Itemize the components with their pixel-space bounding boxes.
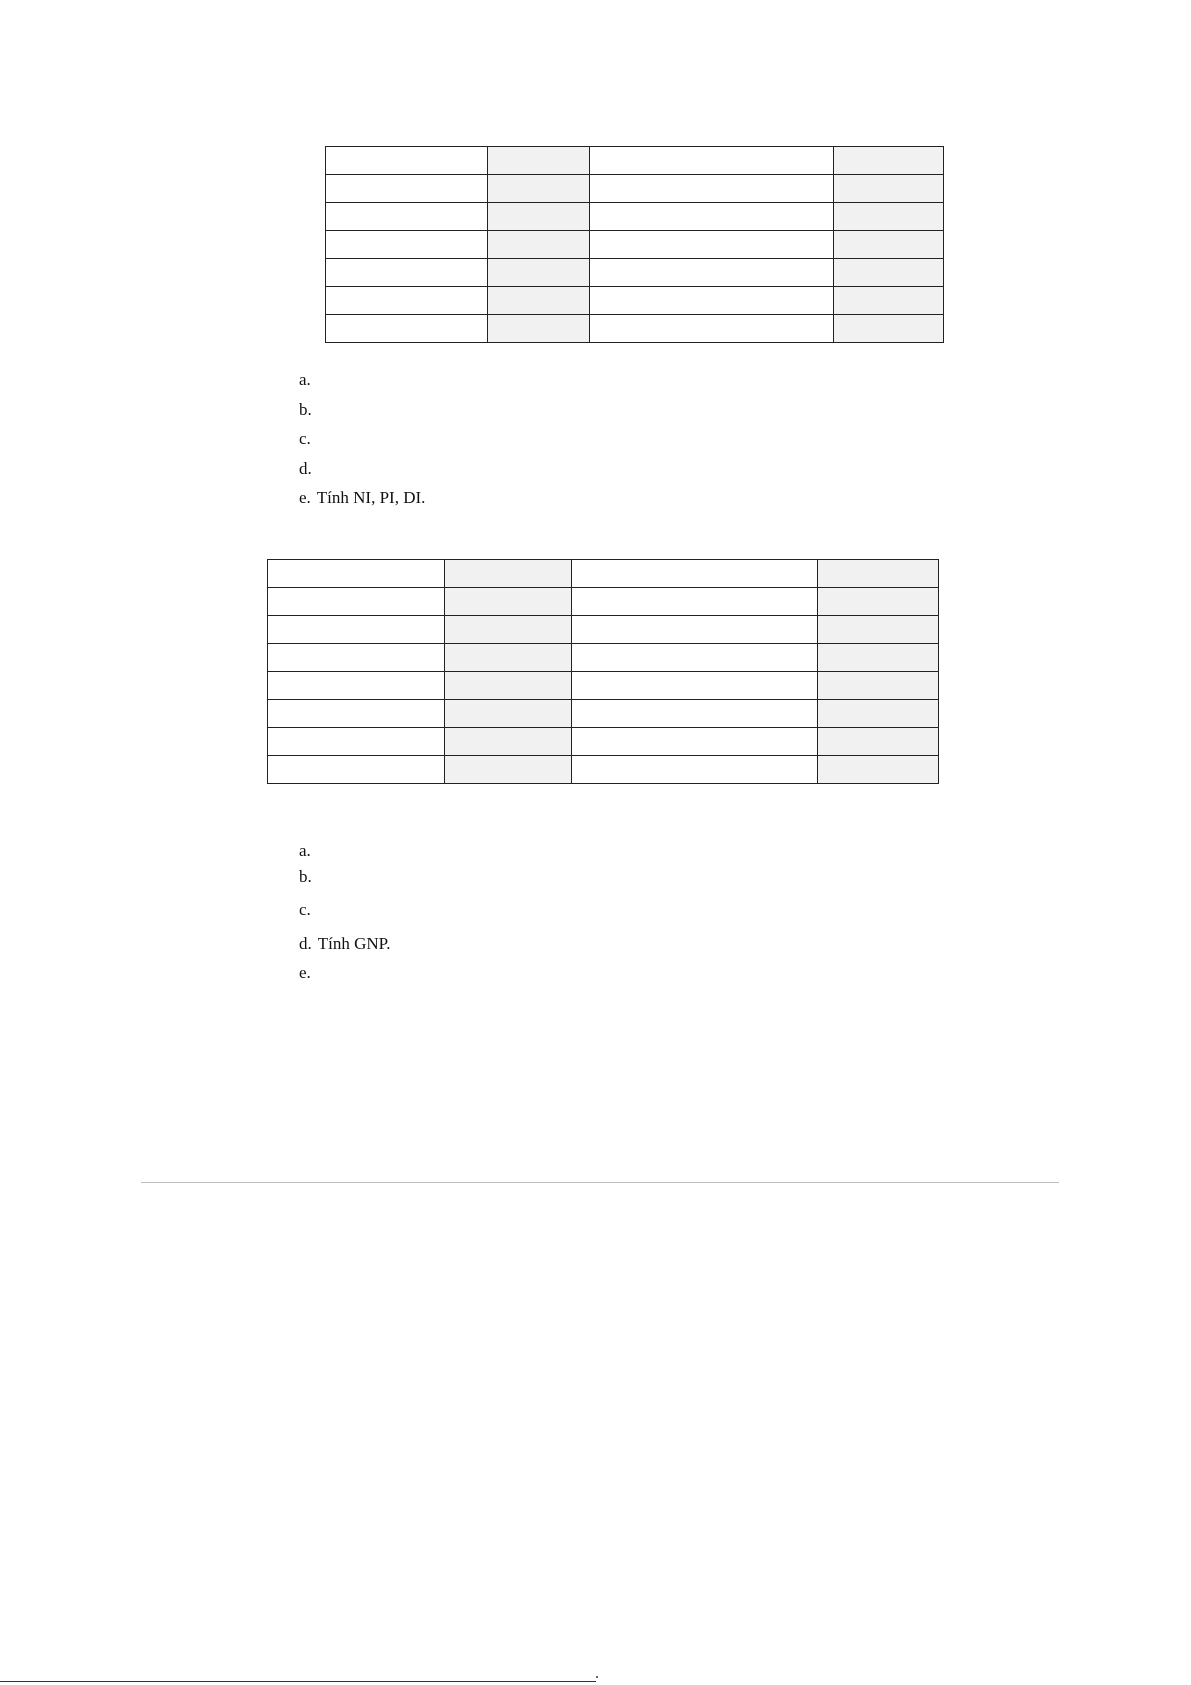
table-cell [589, 315, 834, 343]
table-cell [589, 147, 834, 175]
table-cell [445, 700, 572, 728]
table-cell [817, 588, 938, 616]
table-cell [834, 287, 944, 315]
table-cell [589, 287, 834, 315]
table-cell [572, 560, 817, 588]
table-row [326, 175, 944, 203]
table-cell [326, 147, 488, 175]
table-cell [326, 315, 488, 343]
footnote-mark [596, 1676, 598, 1678]
list-marker: a. [299, 370, 311, 389]
table-cell [834, 231, 944, 259]
table-cell [834, 259, 944, 287]
table-cell [834, 203, 944, 231]
table-row [268, 672, 939, 700]
table-cell [488, 231, 590, 259]
table-cell [817, 756, 938, 784]
table-row [326, 287, 944, 315]
table-cell [445, 588, 572, 616]
table-cell [326, 203, 488, 231]
list-marker: a. [299, 841, 311, 860]
list-marker: c. [299, 900, 311, 919]
table-cell [834, 175, 944, 203]
table-row [326, 231, 944, 259]
list-marker: d. [299, 459, 312, 478]
list-marker: d. [299, 934, 312, 953]
table-cell [572, 728, 817, 756]
table-cell [572, 700, 817, 728]
horizontal-rule [141, 1182, 1059, 1183]
table-row [268, 728, 939, 756]
list-item [299, 867, 318, 887]
table-cell [589, 203, 834, 231]
table-cell [817, 560, 938, 588]
list-item [299, 488, 425, 508]
table-row [326, 315, 944, 343]
table-cell [572, 672, 817, 700]
table-2 [267, 559, 939, 784]
list-item [299, 400, 318, 420]
table-cell [326, 259, 488, 287]
table-cell [488, 175, 590, 203]
table-cell [445, 560, 572, 588]
table-cell [589, 259, 834, 287]
list-item-text: Tính GNP. [317, 934, 391, 953]
table-cell [445, 756, 572, 784]
footnote-separator [0, 1681, 596, 1682]
table-cell [268, 672, 445, 700]
table-cell [268, 588, 445, 616]
table-row [268, 588, 939, 616]
table-cell [268, 756, 445, 784]
list-item [299, 370, 317, 390]
table-cell [445, 728, 572, 756]
table-cell [817, 672, 938, 700]
list-marker: e. [299, 963, 311, 982]
table-cell [268, 700, 445, 728]
table-row [326, 147, 944, 175]
list-marker: b. [299, 400, 312, 419]
list-item [299, 934, 390, 954]
table-cell [589, 175, 834, 203]
table-cell [834, 147, 944, 175]
table-cell [445, 644, 572, 672]
table-cell [834, 315, 944, 343]
table-cell [589, 231, 834, 259]
table-cell [572, 644, 817, 672]
table-cell [488, 259, 590, 287]
list-item [299, 963, 317, 983]
table-cell [488, 315, 590, 343]
table-cell [488, 287, 590, 315]
table-cell [572, 756, 817, 784]
list-item [299, 429, 317, 449]
list-item [299, 900, 317, 920]
list-marker: b. [299, 867, 312, 886]
table-cell [817, 728, 938, 756]
table-cell [817, 700, 938, 728]
table-cell [572, 616, 817, 644]
table-cell [326, 231, 488, 259]
table-row [268, 560, 939, 588]
list-marker: e. [299, 488, 311, 507]
table-row [326, 203, 944, 231]
table-cell [268, 560, 445, 588]
list-item [299, 841, 317, 861]
table-cell [326, 175, 488, 203]
list-marker: c. [299, 429, 311, 448]
list-item-text: Tính NI, PI, DI. [316, 488, 426, 507]
table-cell [445, 672, 572, 700]
table-cell [817, 644, 938, 672]
table-cell [268, 728, 445, 756]
table-row [268, 616, 939, 644]
table-cell [445, 616, 572, 644]
table-row [326, 259, 944, 287]
table-cell [488, 203, 590, 231]
table-row [268, 756, 939, 784]
table-cell [817, 616, 938, 644]
table-cell [268, 644, 445, 672]
table-cell [572, 588, 817, 616]
table-row [268, 700, 939, 728]
table-cell [326, 287, 488, 315]
table-1 [325, 146, 944, 343]
table-cell [488, 147, 590, 175]
list-item [299, 459, 318, 479]
table-row [268, 644, 939, 672]
table-cell [268, 616, 445, 644]
